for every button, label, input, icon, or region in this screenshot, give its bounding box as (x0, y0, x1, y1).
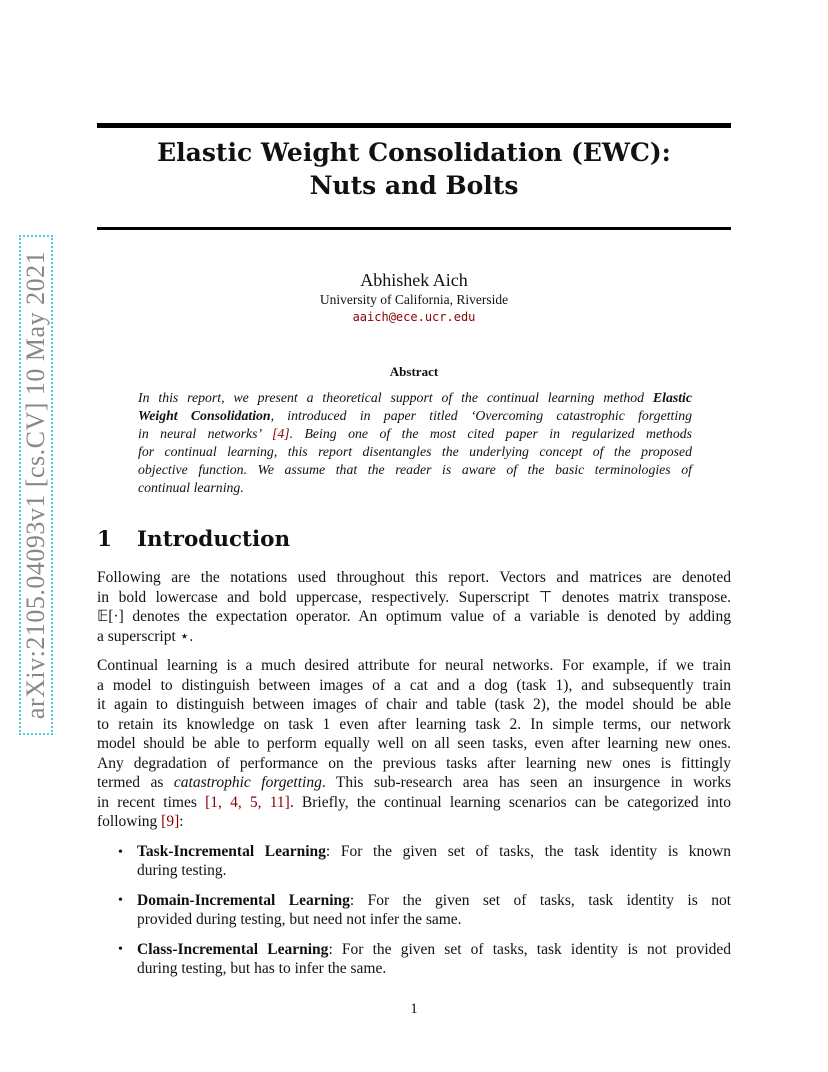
citation-link[interactable]: [9] (161, 813, 180, 830)
paragraph-line: Any degradation of performance on the previous tasks after learning new ones is fittingly (97, 755, 731, 772)
section-heading (97, 527, 290, 552)
paragraph-text: : (179, 813, 184, 830)
abstract-method-name: Weight Consolidation (138, 408, 271, 423)
paragraph-text: in recent times (97, 794, 206, 811)
paragraph-text: termed as (97, 774, 174, 791)
citation-link[interactable]: [4] (271, 426, 290, 441)
bullet-text: : For the given set of tasks, the task identity is known (325, 843, 732, 860)
bullet-term: Task-Incremental Learning (137, 843, 326, 860)
paragraph-text: . Briefly, the continual learning scenarios can be categorized into (289, 794, 731, 811)
bullet-item-line (137, 891, 731, 911)
bullet-icon: • (118, 942, 123, 957)
bullet-term: Class-Incremental Learning (137, 941, 329, 958)
page-number: 1 (410, 1001, 418, 1017)
bullet-icon: • (118, 893, 123, 908)
bullet-item-line: during testing. (137, 862, 227, 879)
abstract-text: , introduced in paper titled ‘Overcoming catastrophic forgetting (270, 408, 692, 423)
bullet-item-line: during testing, but has to infer the same. (137, 960, 387, 977)
bullet-icon: • (118, 845, 123, 860)
citation-link[interactable]: [1, 4, 5, 11] (205, 794, 290, 811)
author-email-link[interactable]: aaich@ece.ucr.edu (352, 310, 476, 324)
abstract-text: in neural networks’ (138, 426, 272, 441)
paragraph-line: Continual learning is a much desired attribute for neural networks. For example, if we train (97, 657, 731, 674)
abstract-line: continual learning. (138, 480, 244, 495)
paragraph-line (97, 773, 731, 793)
paragraph-line: a superscript ⋆. (97, 628, 194, 645)
paragraph-text: following (97, 813, 162, 830)
abstract-line: for continual learning, this report disentangles the underlying concept of the proposed (138, 444, 692, 459)
abstract-text: . Being one of the most cited paper in regularized methods (289, 426, 693, 441)
author-affiliation: University of California, Riverside (319, 292, 509, 307)
bullet-item-line (137, 940, 731, 960)
paragraph-line: 𝔼[·] denotes the expectation operator. An optimum value of a variable is denoted by adding (97, 608, 731, 625)
abstract-method-name: Elastic (652, 390, 692, 405)
abstract-heading: Abstract (389, 364, 439, 379)
author-name: Abhishek Aich (360, 270, 468, 290)
bullet-text: : For the given set of tasks, task identity is not provided (328, 941, 732, 958)
abstract-line (138, 389, 692, 407)
abstract-line (138, 407, 692, 425)
paper-title-line2: Nuts and Bolts (309, 171, 519, 200)
paragraph-line: a model to distinguish between images of a cat and a dog (task 1), and subsequently train (97, 677, 731, 694)
paragraph-text: . This sub-research area has seen an insurgence in works (321, 774, 731, 791)
bullet-item-line (137, 842, 731, 862)
paper-title-line1: Elastic Weight Consolidation (EWC): (157, 138, 671, 167)
bullet-text: : For the given set of tasks, task identity is not (349, 892, 731, 909)
abstract-line: objective function. We assume that the reader is aware of the basic terminologies of (138, 462, 692, 477)
arxiv-stamp: arXiv:2105.04093v1 [cs.CV] 10 May 2021 (19, 235, 53, 735)
paragraph-line: model should be able to perform equally well on all seen tasks, even after learning new ones. (97, 735, 731, 752)
section-title: Introduction (137, 527, 291, 552)
title-rule-bottom (97, 227, 731, 230)
emphasis-term: catastrophic forgetting (173, 774, 322, 791)
bullet-term: Domain-Incremental Learning (137, 892, 350, 909)
paragraph-line: to retain its knowledge on task 1 even after learning task 2. In simple terms, our network (97, 716, 731, 733)
paragraph-line: it again to distinguish between images of chair and table (task 2), the model should be able (97, 696, 731, 713)
title-rule-top (97, 123, 731, 128)
paragraph-line (97, 793, 731, 813)
paragraph-line: Following are the notations used throughout this report. Vectors and matrices are denoted (97, 569, 731, 586)
section-number: 1 (97, 527, 112, 552)
abstract-line (138, 425, 692, 443)
abstract-text: In this report, we present a theoretical support of the continual learning method (138, 390, 653, 405)
paragraph-line: in bold lowercase and bold uppercase, respectively. Superscript ⊤ denotes matrix transpose. (97, 589, 731, 606)
bullet-item-line: provided during testing, but need not infer the same. (137, 911, 462, 928)
paragraph-line (97, 812, 731, 832)
